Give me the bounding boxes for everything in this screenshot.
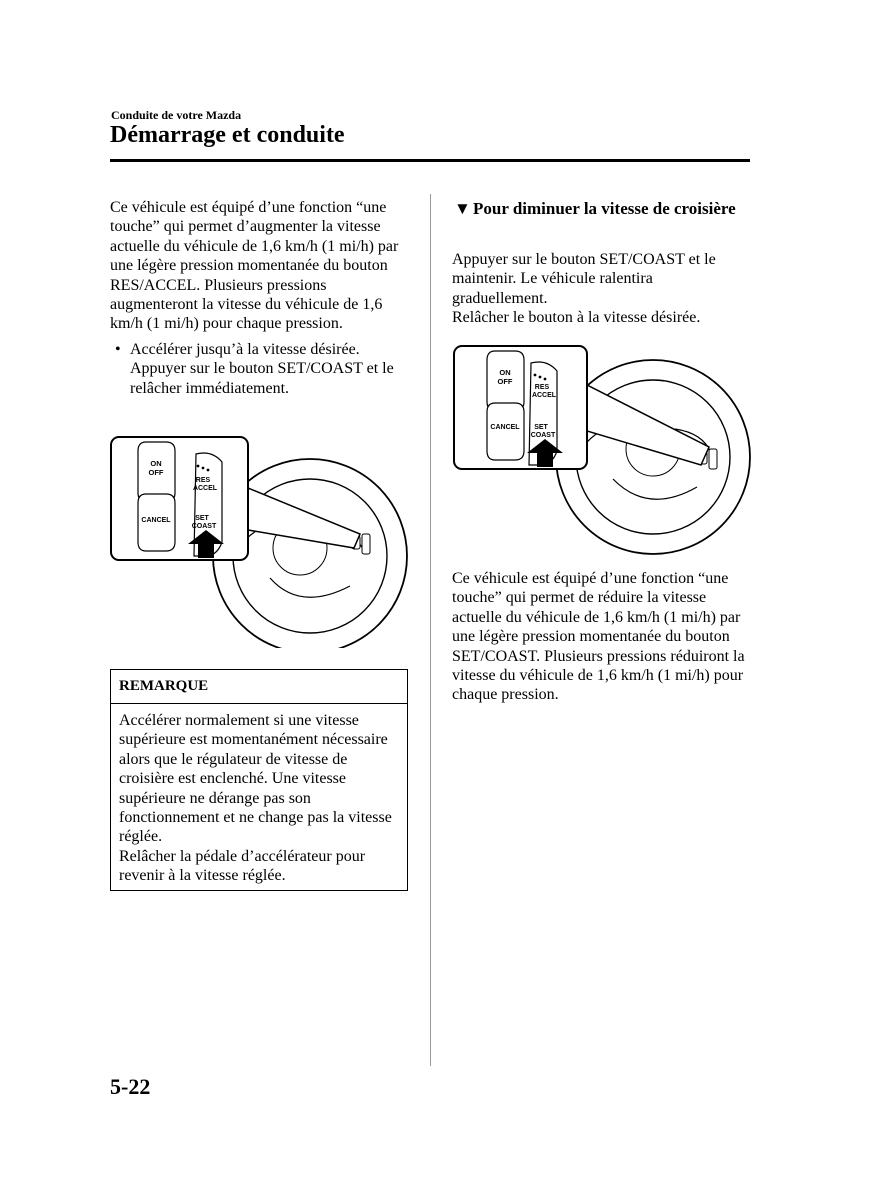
note-body — [111, 704, 407, 886]
note-paragraph-1: Accélérer normalement si une vitesse supérieure est momentanément nécessaire alors que le régulateur de vitesse de croisière est enclenché. Une vitesse supérieure ne dérange pas son fonctionnement et ne change pas la vitesse réglée. — [119, 712, 392, 846]
bullet-symbol: • — [115, 340, 121, 358]
accel-label: ACCEL — [531, 392, 557, 399]
section-heading-text: Pour diminuer la vitesse de croisière — [473, 199, 736, 218]
left-paragraph: Ce véhicule est équipé d’une fonction “une touche” qui permet d’augmenter la vitesse actuelle du véhicule de 1,6 km/h (1 mi/h) par une légère pression momentanée du bouton RES/ACCEL. Plusieurs pressions augmenteront la vitesse du véhicule de 1,6 km/h (1 mi/h) pour chaque pression. — [110, 199, 399, 333]
right-paragraph-1: Appuyer sur le bouton SET/COAST et le maintenir. Le véhicule ralentira graduellement. — [452, 251, 716, 307]
section-label: Conduite de votre Mazda — [111, 108, 242, 122]
res-label: RES — [534, 384, 550, 391]
callout-frame — [111, 437, 248, 560]
right-column-bottom — [452, 569, 752, 705]
column-divider — [430, 194, 431, 1066]
dot-indicator — [202, 467, 205, 470]
off-label: OFF — [497, 377, 513, 386]
title-rule — [110, 159, 750, 162]
page-title: Démarrage et conduite — [110, 122, 345, 148]
set-label: SET — [195, 515, 209, 522]
dot-indicator — [207, 469, 210, 472]
set-label: SET — [534, 424, 548, 431]
note-box — [110, 669, 408, 891]
left-button-pad — [138, 442, 175, 551]
on-label: ON — [499, 368, 511, 377]
callout-pointer — [248, 488, 360, 548]
bullet-item — [110, 340, 410, 398]
dot-indicator — [197, 465, 200, 468]
callout-pointer — [587, 385, 709, 465]
coast-label: COAST — [191, 523, 217, 530]
dot-indicator — [539, 376, 542, 379]
steering-wheel-illustration-set-coast — [453, 345, 753, 557]
dot-indicator — [534, 374, 537, 377]
page-number: 5-22 — [110, 1074, 151, 1099]
accel-label: ACCEL — [192, 485, 218, 492]
on-label: ON — [150, 459, 162, 468]
triangle-marker-icon: ▼ — [454, 199, 471, 218]
bullet-text: Accélérer jusqu’à la vitesse désirée. Appuyer sur le bouton SET/COAST et le relâcher immédiatement. — [130, 340, 394, 397]
cancel-label: CANCEL — [141, 517, 171, 524]
right-column-top — [452, 250, 752, 328]
note-heading: REMARQUE — [111, 670, 407, 704]
dot-indicator — [544, 378, 547, 381]
left-button-pad — [487, 351, 524, 460]
right-paragraph-2: Relâcher le bouton à la vitesse désirée. — [452, 309, 701, 327]
off-label: OFF — [148, 468, 164, 477]
steering-wheel-illustration-res-accel — [110, 436, 410, 648]
left-column — [110, 198, 410, 398]
coast-label: COAST — [530, 432, 556, 439]
right-paragraph-3: Ce véhicule est équipé d’une fonction “une touche” qui permet de réduire la vitesse actuelle du véhicule de 1,6 km/h (1 mi/h) par une légère pression momentanée du bouton SET/COAST. Plusieurs pressions réduiront la vitesse du véhicule de 1,6 km/h (1 mi/h) pour chaque pression. — [452, 570, 745, 704]
res-label: RES — [195, 477, 211, 484]
cancel-label: CANCEL — [490, 424, 520, 431]
note-paragraph-2: Relâcher la pédale d’accélérateur pour revenir à la vitesse réglée. — [119, 847, 366, 885]
section-heading — [454, 198, 754, 219]
